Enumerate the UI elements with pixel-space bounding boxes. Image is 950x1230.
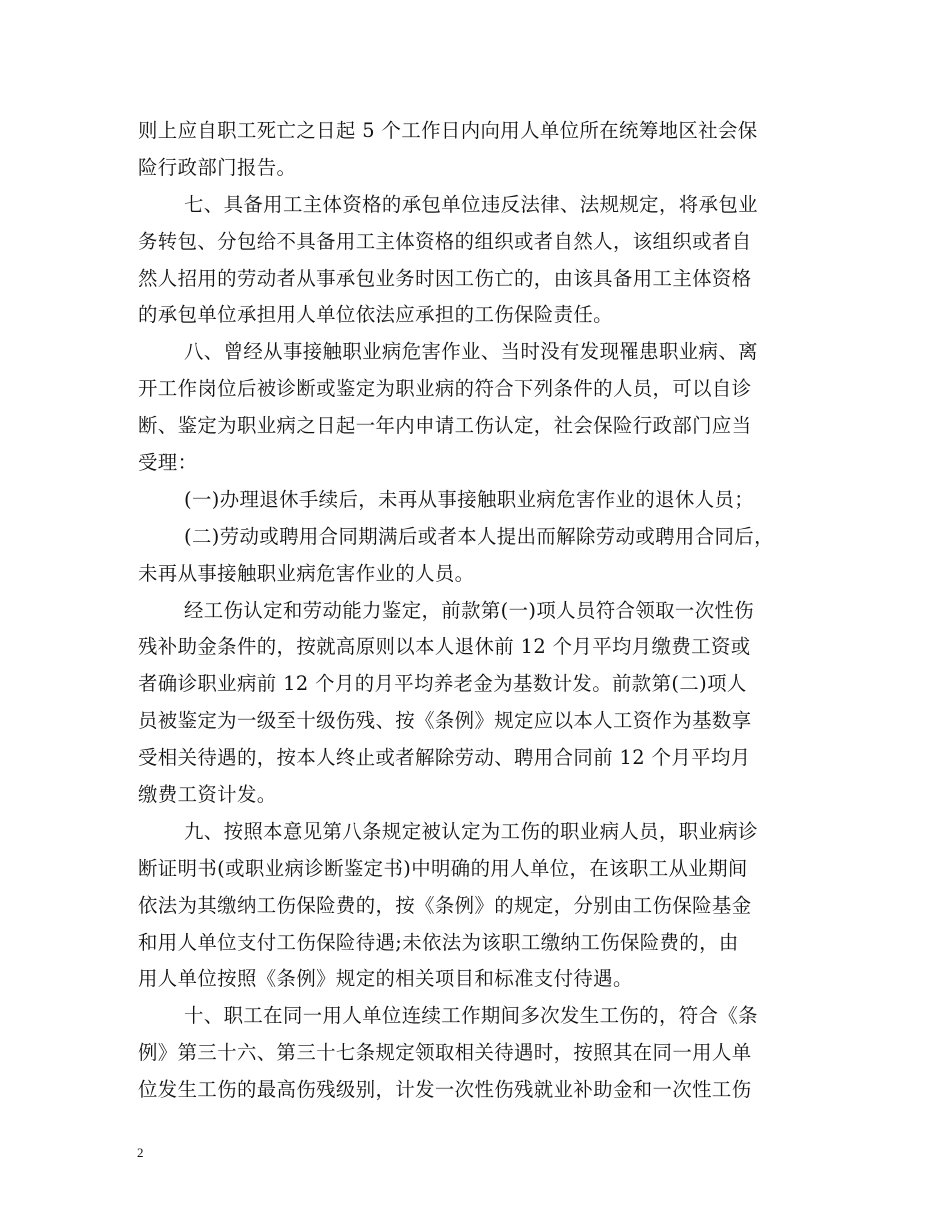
text-line: 经工伤认定和劳动能力鉴定，前款第(一)项人员符合领取一次性伤 <box>184 598 755 622</box>
text-line: 依法为其缴纳工伤保险费的，按《条例》的规定，分别由工伤保险基金 <box>138 893 752 917</box>
document-body <box>138 113 828 1109</box>
text-line: 的承包单位承担用人单位依法应承担的工伤保险责任。 <box>138 303 613 327</box>
text-line: 缴费工资计发。 <box>138 783 277 807</box>
text-line: 八、曾经从事接触职业病危害作业、当时没有发现罹患职业病、离 <box>184 340 758 364</box>
text-line: 十、职工在同一用人单位连续工作期间多次发生工伤的，符合《条 <box>184 1004 758 1028</box>
text-line: (二)劳动或聘用合同期满后或者本人提出而解除劳动或聘用合同后， <box>184 524 774 548</box>
text-line: 和用人单位支付工伤保险待遇;未依法为该职工缴纳工伤保险费的，由 <box>138 930 739 954</box>
text-line: 务转包、分包给不具备用工主体资格的组织或者自然人，该组织或者自 <box>138 229 752 253</box>
page-number: 2 <box>137 1145 144 1160</box>
text-line: 九、按照本意见第八条规定被认定为工伤的职业病人员，职业病诊 <box>184 819 758 843</box>
text-line: 开工作岗位后被诊断或鉴定为职业病的符合下列条件的人员，可以自诊 <box>138 377 752 401</box>
text-line: 者确诊职业病前 12 个月的月平均养老金为基数计发。前款第(二)项人 <box>138 672 747 696</box>
text-line: 例》第三十六、第三十七条规定领取相关待遇时，按照其在同一用人单 <box>138 1041 752 1065</box>
text-line: 险行政部门报告。 <box>138 155 297 179</box>
text-line: 员被鉴定为一级至十级伤残、按《条例》规定应以本人工资作为基数享 <box>138 709 752 733</box>
text-line: 位发生工伤的最高伤残级别，计发一次性伤残就业补助金和一次性工伤 <box>138 1078 752 1102</box>
text-line: 七、具备用工主体资格的承包单位违反法律、法规规定，将承包业 <box>184 192 758 216</box>
text-line: 断证明书(或职业病诊断鉴定书)中明确的用人单位，在该职工从业期间 <box>138 856 748 880</box>
text-line: 然人招用的劳动者从事承包业务时因工伤亡的，由该具备用工主体资格 <box>138 266 752 290</box>
text-line: 受相关待遇的，按本人终止或者解除劳动、聘用合同前 12 个月平均月 <box>138 746 751 770</box>
text-line: 未再从事接触职业病危害作业的人员。 <box>138 561 475 585</box>
text-line: (一)办理退休手续后，未再从事接触职业病危害作业的退休人员； <box>184 487 755 511</box>
text-line: 则上应自职工死亡之日起 5 个工作日内向用人单位所在统筹地区社会保 <box>138 119 758 142</box>
text-line: 用人单位按照《条例》规定的相关项目和标准支付待遇。 <box>138 967 633 991</box>
text-line: 断、鉴定为职业病之日起一年内申请工伤认定，社会保险行政部门应当 <box>138 414 752 438</box>
text-line: 残补助金条件的，按就高原则以本人退休前 12 个月平均月缴费工资或 <box>138 635 751 659</box>
text-line: 受理： <box>138 451 198 475</box>
